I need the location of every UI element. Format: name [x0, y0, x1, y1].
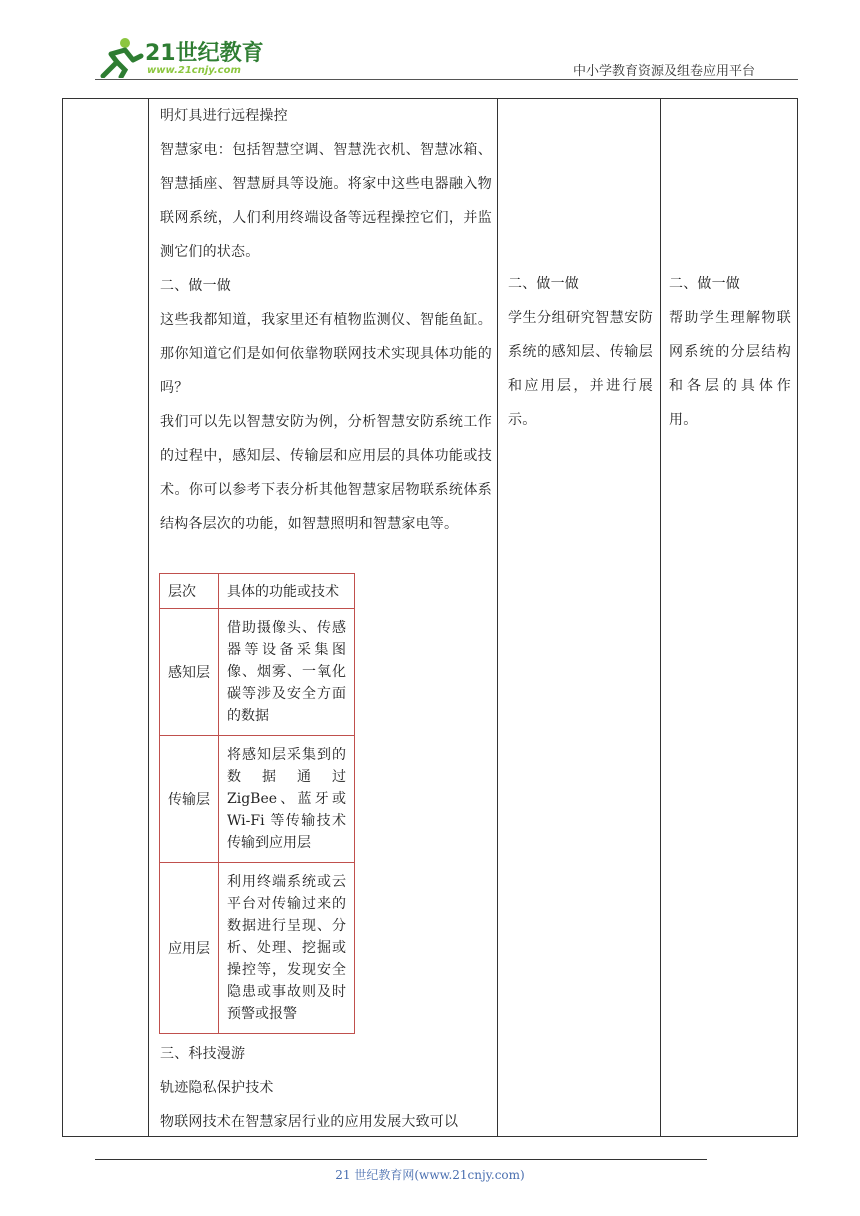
paragraph: 轨迹隐私保护技术	[160, 1080, 274, 1096]
layer-description: 利用终端系统或云平台对传输过来的数据进行呈现、分析、处理、挖掘或操控等，发现安全隐患或事故则及时预警或报警	[219, 863, 355, 1034]
layer-description: 将感知层采集到的数据通过 ZigBee、蓝牙或 Wi-Fi 等传输技术传输到应用层	[219, 736, 355, 863]
section-heading: 二、做一做	[508, 276, 579, 292]
column-divider	[660, 99, 661, 1136]
section-heading: 二、做一做	[669, 276, 740, 292]
column-divider	[148, 99, 149, 1136]
section-heading: 三、科技漫游	[160, 1046, 246, 1062]
layer-table	[159, 573, 355, 1034]
layer-description: 借助摄像头、传感器等设备采集图像、烟雾、一氧化碳等涉及安全方面的数据	[219, 609, 355, 736]
design-intent-cell	[669, 267, 791, 437]
layer-name: 感知层	[160, 609, 219, 736]
student-activity-cell	[508, 267, 653, 437]
platform-name: 中小学教育资源及组卷应用平台	[572, 64, 755, 79]
section-heading: 二、做一做	[160, 278, 231, 294]
paragraph: 物联网技术在智慧家居行业的应用发展大致可以	[160, 1114, 459, 1130]
footer-divider	[95, 1159, 707, 1160]
paragraph: 帮助学生理解物联网系统的分层结构和各层的具体作用。	[669, 310, 791, 428]
layer-name: 应用层	[160, 863, 219, 1034]
layer-name: 传输层	[160, 736, 219, 863]
paragraph: 我们可以先以智慧安防为例，分析智慧安防系统工作的过程中，感知层、传输层和应用层的具体功能或技术。你可以参考下表分析其他智慧家居物联系统体系结构各层次的功能，如智慧照明和智慧家电等。	[160, 414, 492, 532]
logo-text: 21世纪教育	[145, 41, 264, 66]
header-divider	[95, 79, 798, 80]
table-header: 具体的功能或技术	[219, 574, 355, 609]
paragraph: 学生分组研究智慧安防系统的感知层、传输层和应用层，并进行展示。	[508, 310, 653, 428]
footer-link[interactable]: 21 世纪教育网(www.21cnjy.com)	[335, 1168, 525, 1182]
table-header: 层次	[160, 574, 219, 609]
runner-icon	[103, 38, 141, 77]
paragraph: 明灯具进行远程操控	[160, 108, 288, 124]
teacher-activity-cell	[160, 99, 492, 541]
site-logo	[95, 36, 265, 78]
paragraph: 这些我都知道，我家里还有植物监测仪、智能鱼缸。那你知道它们是如何依靠物联网技术实现具体功能的吗？	[160, 312, 492, 396]
teacher-activity-cell-continued	[160, 1037, 492, 1139]
column-divider	[497, 99, 498, 1136]
logo-url: www.21cnjy.com	[147, 65, 241, 76]
paragraph: 智慧家电：包括智慧空调、智慧洗衣机、智慧冰箱、智慧插座、智慧厨具等设施。将家中这些电器融入物联网系统，人们利用终端设备等远程操控它们，并监测它们的状态。	[160, 142, 492, 260]
